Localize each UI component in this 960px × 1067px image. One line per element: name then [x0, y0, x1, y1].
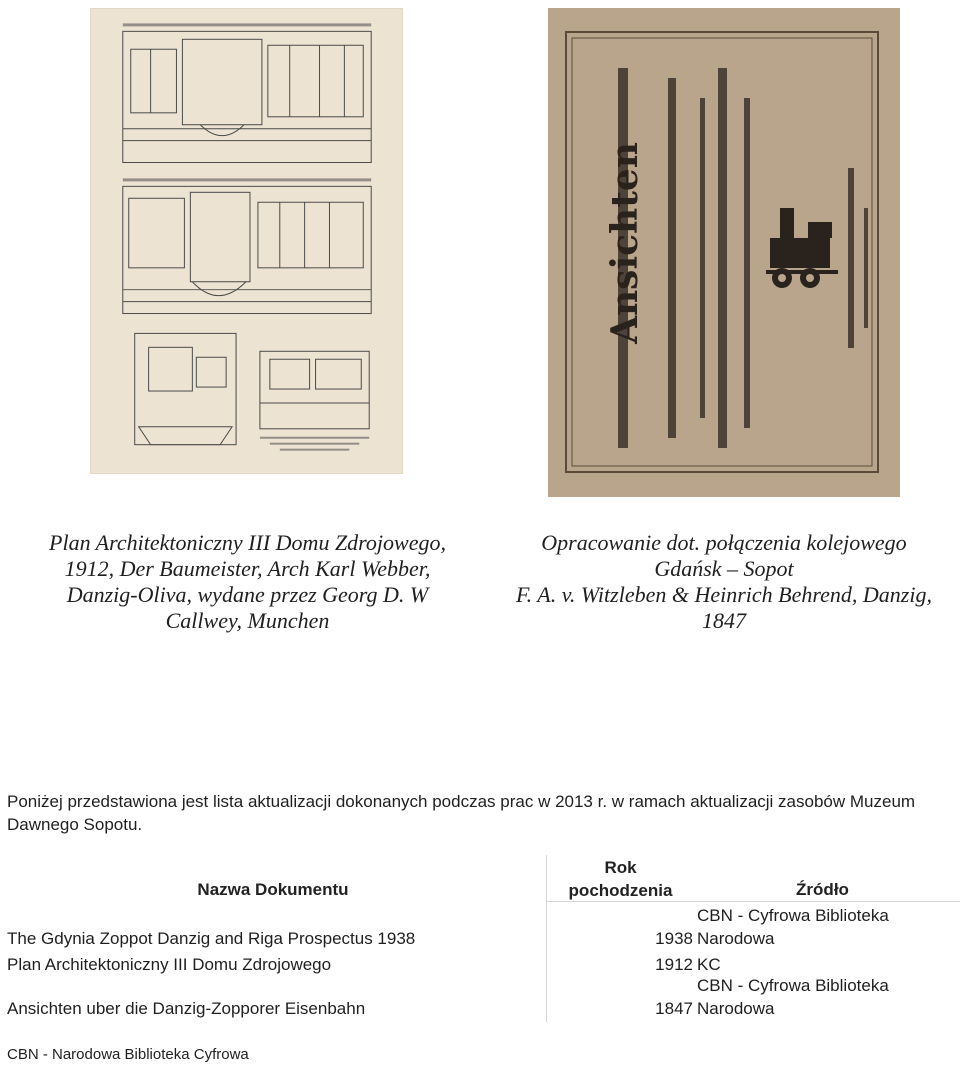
- cover-caption-line: Opracowanie dot. połączenia kolejowego: [541, 530, 907, 555]
- row-3-source-line: CBN - Cyfrowa Biblioteka: [697, 976, 889, 995]
- row-2-source-line: KC: [697, 955, 721, 974]
- footer-note: CBN - Narodowa Biblioteka Cyfrowa: [7, 1046, 249, 1063]
- row-1-source-line: CBN - Cyfrowa Biblioteka: [697, 906, 889, 925]
- row-2-year: 1912: [655, 955, 693, 974]
- floor-plan-icon: [91, 9, 402, 473]
- column-divider: [546, 855, 547, 1022]
- architectural-plan-image: [90, 8, 403, 474]
- row-3-source: [697, 974, 889, 1020]
- plan-caption-line: Danzig-Oliva, wydane przez Georg D. W: [66, 582, 429, 607]
- row-1-source: [697, 904, 889, 950]
- cover-caption-line: Gdańsk – Sopot: [654, 556, 794, 581]
- cover-caption: [488, 530, 960, 634]
- row-3-name: Ansichten uber die Danzig-Zopporer Eisenbahn: [7, 999, 366, 1018]
- row-3-year: 1847: [655, 999, 693, 1018]
- book-cover-icon: [548, 8, 900, 497]
- header-document-name: Nazwa Dokumentu: [197, 880, 349, 899]
- intro-paragraph: Poniżej przedstawiona jest lista aktualizacji dokonanych podczas prac w 2013 r. w ramach aktualizacji zasobów Muzeum Dawnego Sopotu.: [7, 792, 916, 834]
- row-3-source-line: Narodowa: [697, 999, 775, 1018]
- row-2-name: Plan Architektoniczny III Domu Zdrojowego: [7, 955, 332, 974]
- header-year-line: pochodzenia: [568, 881, 673, 900]
- row-1-year: 1938: [655, 929, 693, 948]
- header-year-line: Rok: [604, 858, 637, 877]
- header-source: Źródło: [796, 880, 849, 899]
- row-2-source: [697, 953, 721, 976]
- book-cover-image: [548, 8, 900, 497]
- cover-caption-line: F. A. v. Witzleben & Heinrich Behrend, Danzig,: [516, 582, 932, 607]
- plan-caption-line: Callwey, Munchen: [165, 608, 330, 633]
- cover-caption-line: 1847: [702, 608, 746, 633]
- row-1-name: The Gdynia Zoppot Danzig and Riga Prospectus 1938: [7, 929, 416, 948]
- documents-table: [0, 852, 960, 1022]
- plan-caption: [20, 530, 475, 634]
- plan-caption-line: Plan Architektoniczny III Domu Zdrojowego,: [49, 530, 446, 555]
- row-1-source-line: Narodowa: [697, 929, 775, 948]
- cover-title: Ansichten: [604, 141, 647, 344]
- plan-caption-line: 1912, Der Baumeister, Arch Karl Webber,: [64, 556, 431, 581]
- header-year: [548, 856, 693, 902]
